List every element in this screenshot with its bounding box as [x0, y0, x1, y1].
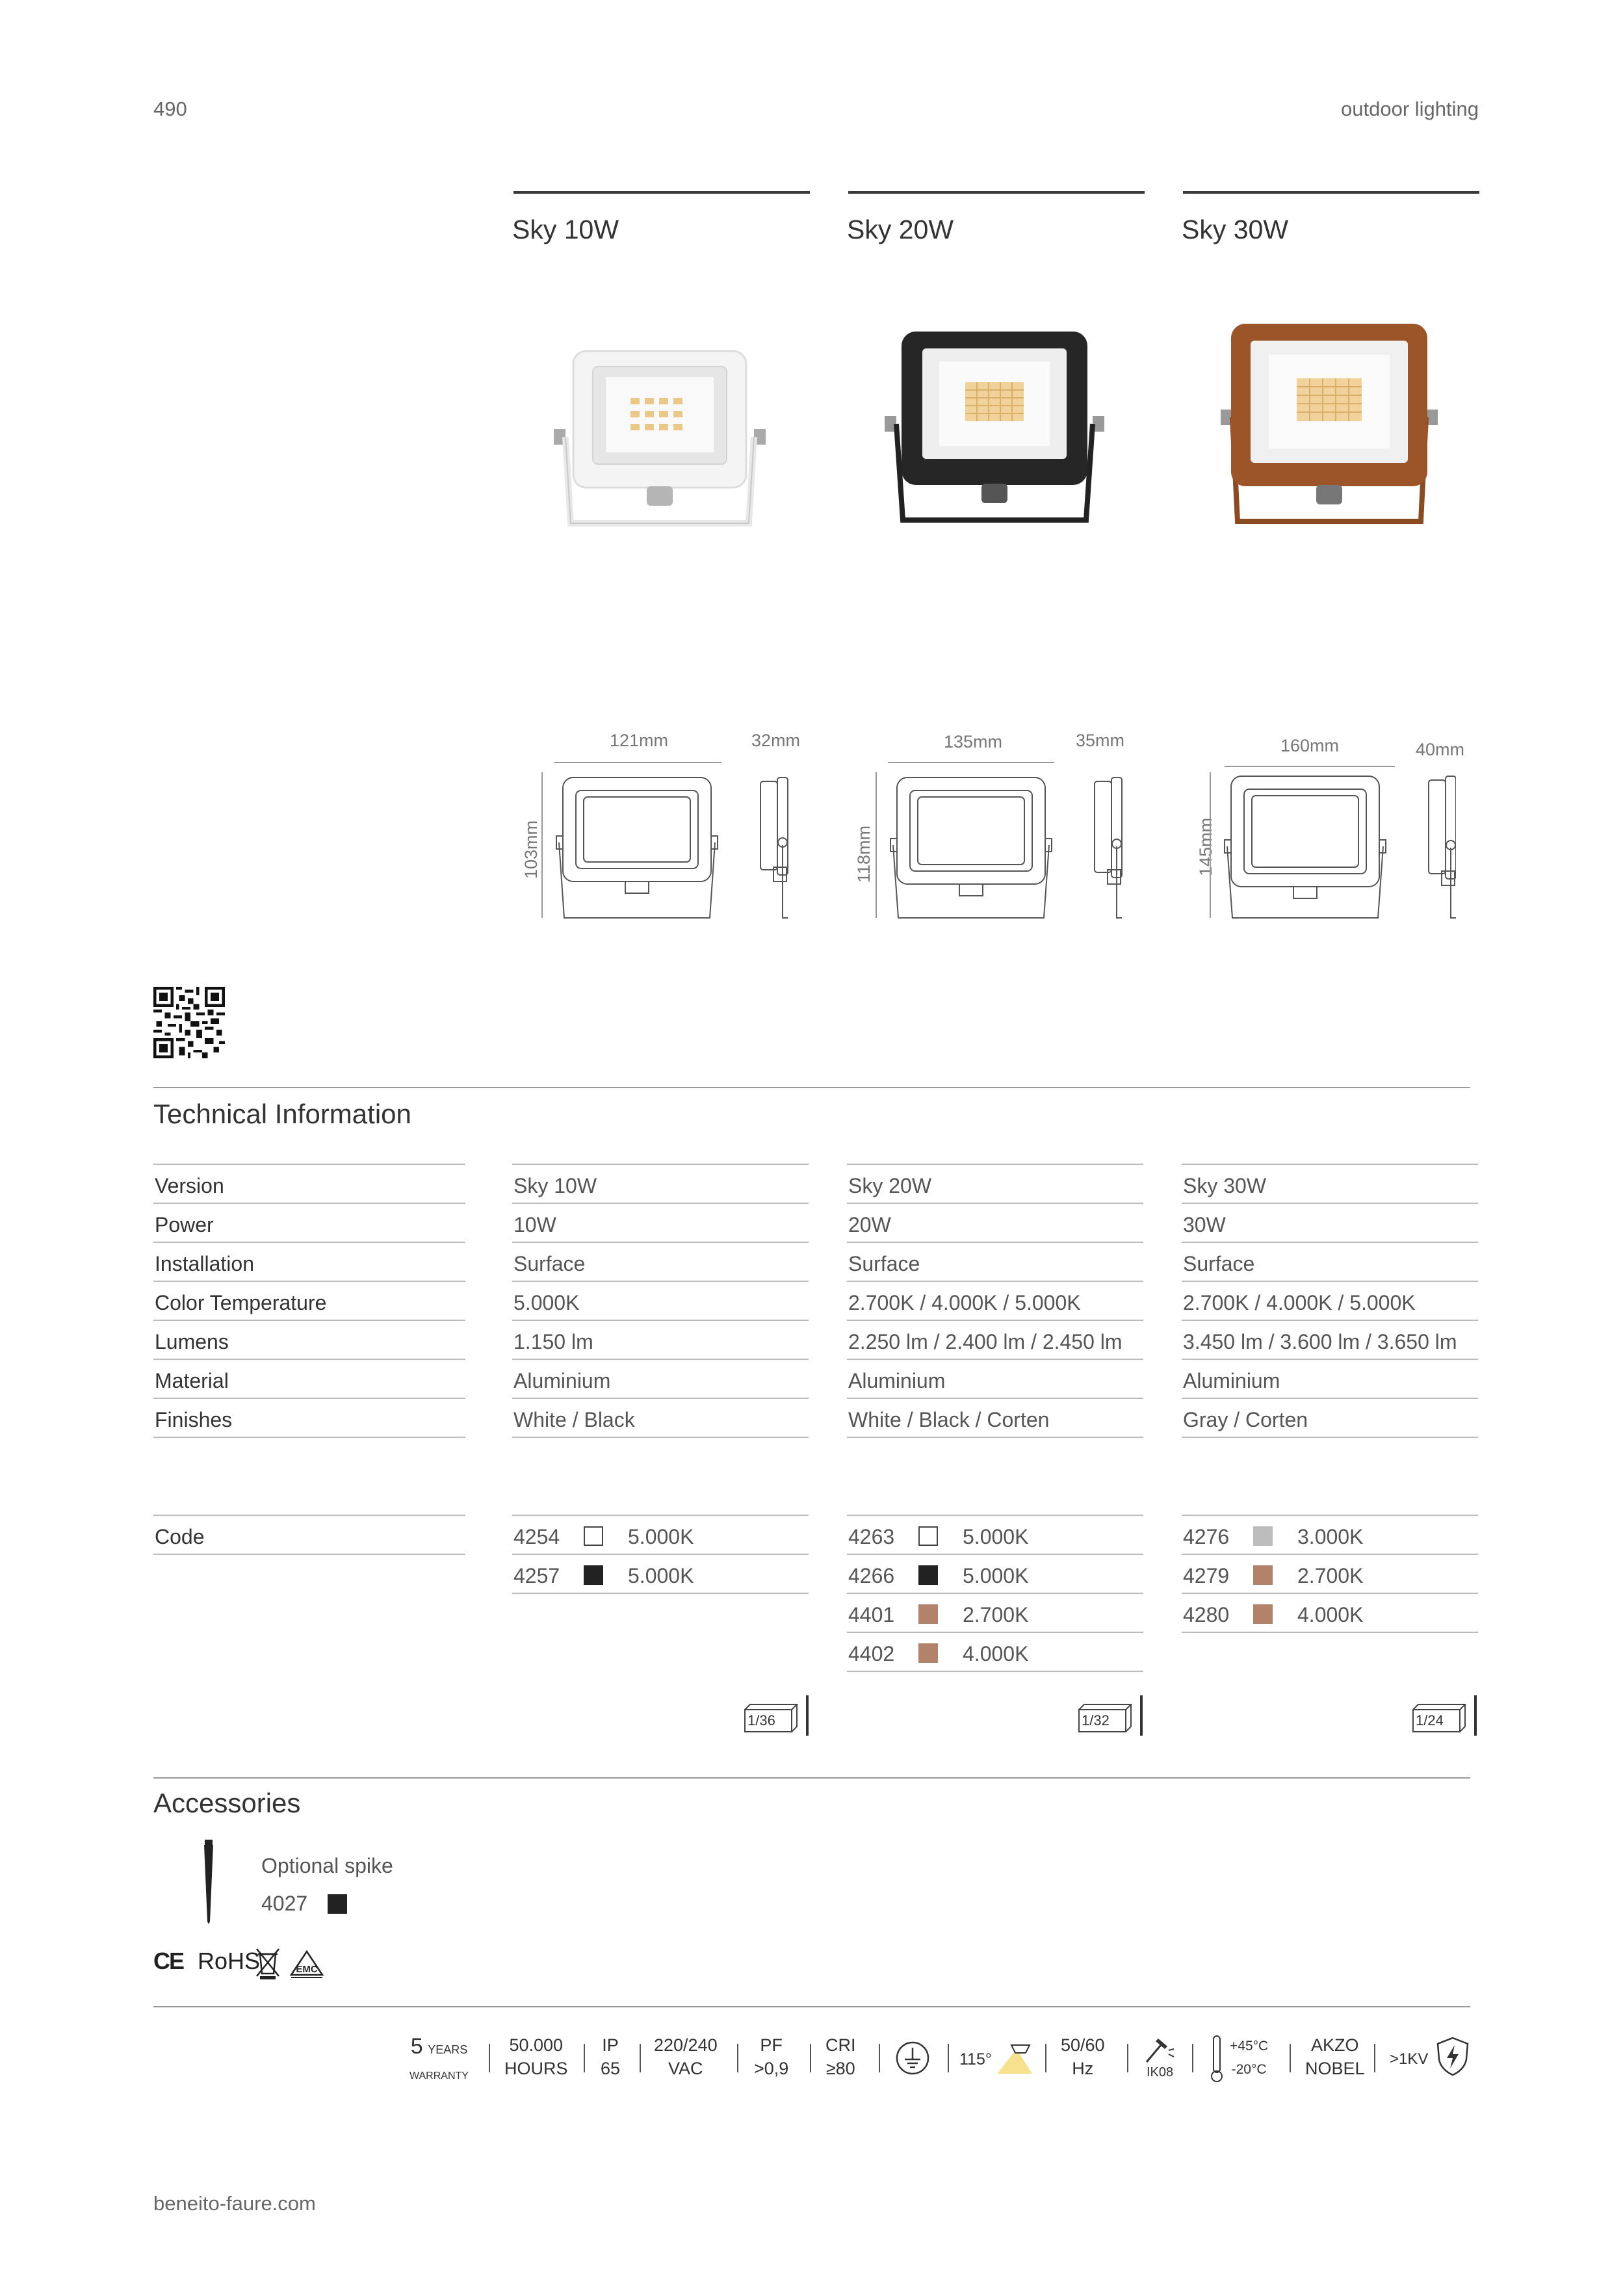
code-rule [512, 1593, 809, 1594]
impact-hammer-icon [1144, 2037, 1175, 2063]
code-label: Code [155, 1525, 205, 1548]
table-cell: Aluminium [848, 1369, 946, 1392]
hours-value: 50.000 [509, 2035, 564, 2055]
hours-spec [504, 2033, 568, 2080]
freq-value: 50/60 [1061, 2035, 1105, 2055]
spec-separator [810, 2044, 811, 2072]
warranty-number: 5 [410, 2034, 423, 2059]
surge-protection-value: >1KV [1390, 2050, 1429, 2068]
spec-separator [489, 2044, 490, 2072]
dimension-height: 118mm [854, 825, 874, 883]
dimension-depth: 32mm [751, 731, 801, 750]
product-code: 4279 [1183, 1564, 1230, 1587]
code-temperature: 5.000K [963, 1525, 1029, 1548]
code-rule [847, 1515, 1143, 1516]
emc-mark-icon [289, 1949, 325, 1979]
table-cell: Sky 20W [848, 1174, 932, 1197]
earth-ground-icon [896, 2041, 929, 2075]
row-label: Material [155, 1369, 229, 1392]
model-column-rule [1183, 191, 1479, 194]
row-label: Lumens [155, 1330, 229, 1353]
code-rule [847, 1671, 1143, 1672]
finish-swatch-corten [918, 1604, 938, 1624]
spec-separator [640, 2044, 641, 2072]
voltage-label: VAC [668, 2059, 703, 2078]
table-cell: Surface [1183, 1252, 1255, 1275]
temperature-range [1230, 2035, 1268, 2081]
code-temperature: 4.000K [963, 1642, 1029, 1665]
row-label: Color Temperature [155, 1291, 327, 1314]
footer-website: beneito-faure.com [153, 2192, 316, 2215]
product-photo-white [546, 338, 773, 533]
finish-swatch-black [918, 1565, 938, 1585]
dimension-height: 103mm [521, 820, 541, 879]
code-temperature: 5.000K [628, 1564, 694, 1587]
dimension-width: 135mm [944, 732, 1003, 751]
cri-spec [825, 2033, 856, 2080]
code-temperature: 5.000K [963, 1564, 1029, 1587]
model-title: Sky 20W [847, 215, 954, 244]
hours-label: HOURS [504, 2059, 568, 2078]
pf-label: PF [760, 2035, 783, 2055]
page-number: 490 [153, 98, 187, 120]
box-quantity-label: 1/32 [1082, 1712, 1110, 1729]
dimension-width: 160mm [1280, 736, 1340, 755]
spec-separator [1045, 2044, 1046, 2072]
code-rule [1182, 1554, 1478, 1555]
box-quantity-icon [1412, 1703, 1466, 1733]
spec-separator [1127, 2044, 1128, 2072]
code-temperature: 2.700K [1297, 1564, 1364, 1587]
finish-swatch-gray [1253, 1526, 1273, 1546]
box-quantity-label: 1/36 [747, 1712, 775, 1729]
cri-value: ≥80 [825, 2059, 855, 2078]
finish-swatch-black [584, 1565, 603, 1585]
box-quantity-icon [1078, 1703, 1132, 1733]
table-cell: 20W [848, 1213, 891, 1236]
finish-swatch-corten [918, 1643, 938, 1663]
spec-separator [1374, 2044, 1375, 2072]
paint-line2: NOBEL [1305, 2059, 1365, 2078]
code-rule [153, 1554, 465, 1555]
table-cell: 30W [1183, 1213, 1226, 1236]
finish-swatch-black [328, 1894, 347, 1914]
warranty-spec [409, 2035, 469, 2085]
table-cell: 1.150 lm [513, 1330, 593, 1353]
code-rule [847, 1554, 1143, 1555]
section-tag: outdoor lighting [1341, 98, 1479, 120]
paint-spec [1305, 2033, 1365, 2080]
section-title-technical: Technical Information [153, 1099, 411, 1129]
product-code: 4266 [848, 1564, 895, 1587]
row-label: Power [155, 1213, 214, 1236]
dimension-height: 145mm [1196, 817, 1215, 876]
column-end-bar [1474, 1695, 1477, 1736]
ce-mark: CE [153, 1948, 184, 1974]
code-rule [1182, 1632, 1478, 1633]
product-code: 4257 [513, 1564, 560, 1587]
temp-min: -20°C [1231, 2062, 1267, 2077]
table-cell: 10W [513, 1213, 556, 1236]
beam-angle-value: 115° [959, 2050, 992, 2068]
column-end-bar [1140, 1695, 1143, 1736]
rohs-mark: RoHS [198, 1948, 261, 1974]
table-cell: Sky 30W [1183, 1174, 1267, 1197]
finish-swatch-corten [1253, 1604, 1273, 1624]
table-cell: Surface [513, 1252, 586, 1275]
frequency-spec [1061, 2033, 1105, 2080]
product-code: 4401 [848, 1603, 895, 1626]
product-code: 4276 [1183, 1525, 1230, 1548]
model-column-rule [513, 191, 810, 194]
dimension-depth: 35mm [1076, 731, 1125, 750]
ip-spec [601, 2033, 620, 2080]
freq-label: Hz [1072, 2059, 1094, 2078]
weee-bin-icon [255, 1948, 281, 1980]
dimension-line [554, 762, 721, 763]
product-code: 4402 [848, 1642, 895, 1665]
product-photo-corten [1215, 319, 1443, 533]
code-temperature: 2.700K [963, 1603, 1029, 1626]
spec-separator [737, 2044, 738, 2072]
table-cell: 5.000K [513, 1291, 580, 1314]
voltage-value: 220/240 [654, 2035, 718, 2055]
technical-drawings [533, 767, 1456, 923]
code-rule [1182, 1515, 1478, 1516]
spec-separator [948, 2044, 949, 2072]
qr-code-icon [153, 987, 225, 1058]
accessory-name: Optional spike [261, 1854, 393, 1877]
code-temperature: 4.000K [1297, 1603, 1364, 1626]
code-temperature: 3.000K [1297, 1525, 1364, 1548]
ip-value: 65 [601, 2059, 621, 2078]
row-label: Version [155, 1174, 224, 1197]
section-divider [153, 2006, 1470, 2007]
model-column-rule [848, 191, 1145, 194]
column-end-bar [806, 1695, 809, 1736]
model-title: Sky 10W [512, 215, 619, 244]
product-photo-black [881, 325, 1108, 533]
code-rule [1182, 1593, 1478, 1594]
thermometer-icon [1209, 2035, 1225, 2083]
product-code: 4263 [848, 1525, 895, 1548]
table-cell: 2.250 lm / 2.400 lm / 2.450 lm [848, 1330, 1123, 1353]
table-cell: 2.700K / 4.000K / 5.000K [848, 1291, 1081, 1314]
svg-text:EMC: EMC [296, 1964, 318, 1975]
dimension-line [888, 762, 1054, 763]
product-code: 4254 [513, 1525, 560, 1548]
spike-icon [199, 1840, 218, 1924]
row-label: Finishes [155, 1408, 233, 1431]
code-rule [512, 1515, 809, 1516]
warranty-unit: YEARS [428, 2043, 468, 2056]
cri-label: CRI [825, 2035, 856, 2055]
temp-max: +45°C [1230, 2039, 1269, 2054]
box-quantity-label: 1/24 [1416, 1712, 1444, 1729]
code-temperature: 5.000K [628, 1525, 694, 1548]
table-cell: Sky 10W [513, 1174, 597, 1197]
surge-shield-icon [1435, 2036, 1470, 2076]
paint-line1: AKZO [1311, 2035, 1359, 2055]
code-rule [153, 1515, 465, 1516]
table-cell: Gray / Corten [1183, 1408, 1308, 1431]
section-divider [153, 1087, 1470, 1088]
spec-separator [1290, 2044, 1291, 2072]
finish-swatch-white [584, 1526, 603, 1546]
beam-angle-icon [992, 2040, 1037, 2076]
table-cell: 2.700K / 4.000K / 5.000K [1183, 1291, 1416, 1314]
table-cell: Aluminium [1183, 1369, 1280, 1392]
finish-swatch-corten [1253, 1565, 1273, 1585]
accessory-code: 4027 [261, 1892, 308, 1915]
dimension-depth: 40mm [1416, 740, 1465, 759]
table-cell: 3.450 lm / 3.600 lm / 3.650 lm [1183, 1330, 1457, 1353]
row-label: Installation [155, 1252, 254, 1275]
voltage-spec [654, 2033, 718, 2080]
dimension-width: 121mm [610, 731, 669, 750]
spec-separator [1192, 2044, 1193, 2072]
spec-separator [879, 2044, 880, 2072]
ik-rating: IK08 [1147, 2065, 1174, 2080]
spec-separator [584, 2044, 585, 2072]
table-cell: White / Black [513, 1408, 635, 1431]
table-cell: Surface [848, 1252, 920, 1275]
code-rule [847, 1632, 1143, 1633]
section-divider [153, 1777, 1470, 1779]
pf-value: >0,9 [754, 2059, 789, 2078]
warranty-label: WARRANTY [409, 2070, 469, 2081]
product-code: 4280 [1183, 1603, 1230, 1626]
ip-label: IP [602, 2035, 619, 2055]
table-cell: White / Black / Corten [848, 1408, 1050, 1431]
power-factor-spec [754, 2033, 788, 2080]
code-rule [847, 1593, 1143, 1594]
model-title: Sky 30W [1182, 215, 1289, 244]
finish-swatch-white [918, 1526, 938, 1546]
table-cell: Aluminium [513, 1369, 611, 1392]
code-rule [512, 1554, 809, 1555]
section-title-accessories: Accessories [153, 1788, 301, 1818]
box-quantity-icon [744, 1703, 798, 1733]
